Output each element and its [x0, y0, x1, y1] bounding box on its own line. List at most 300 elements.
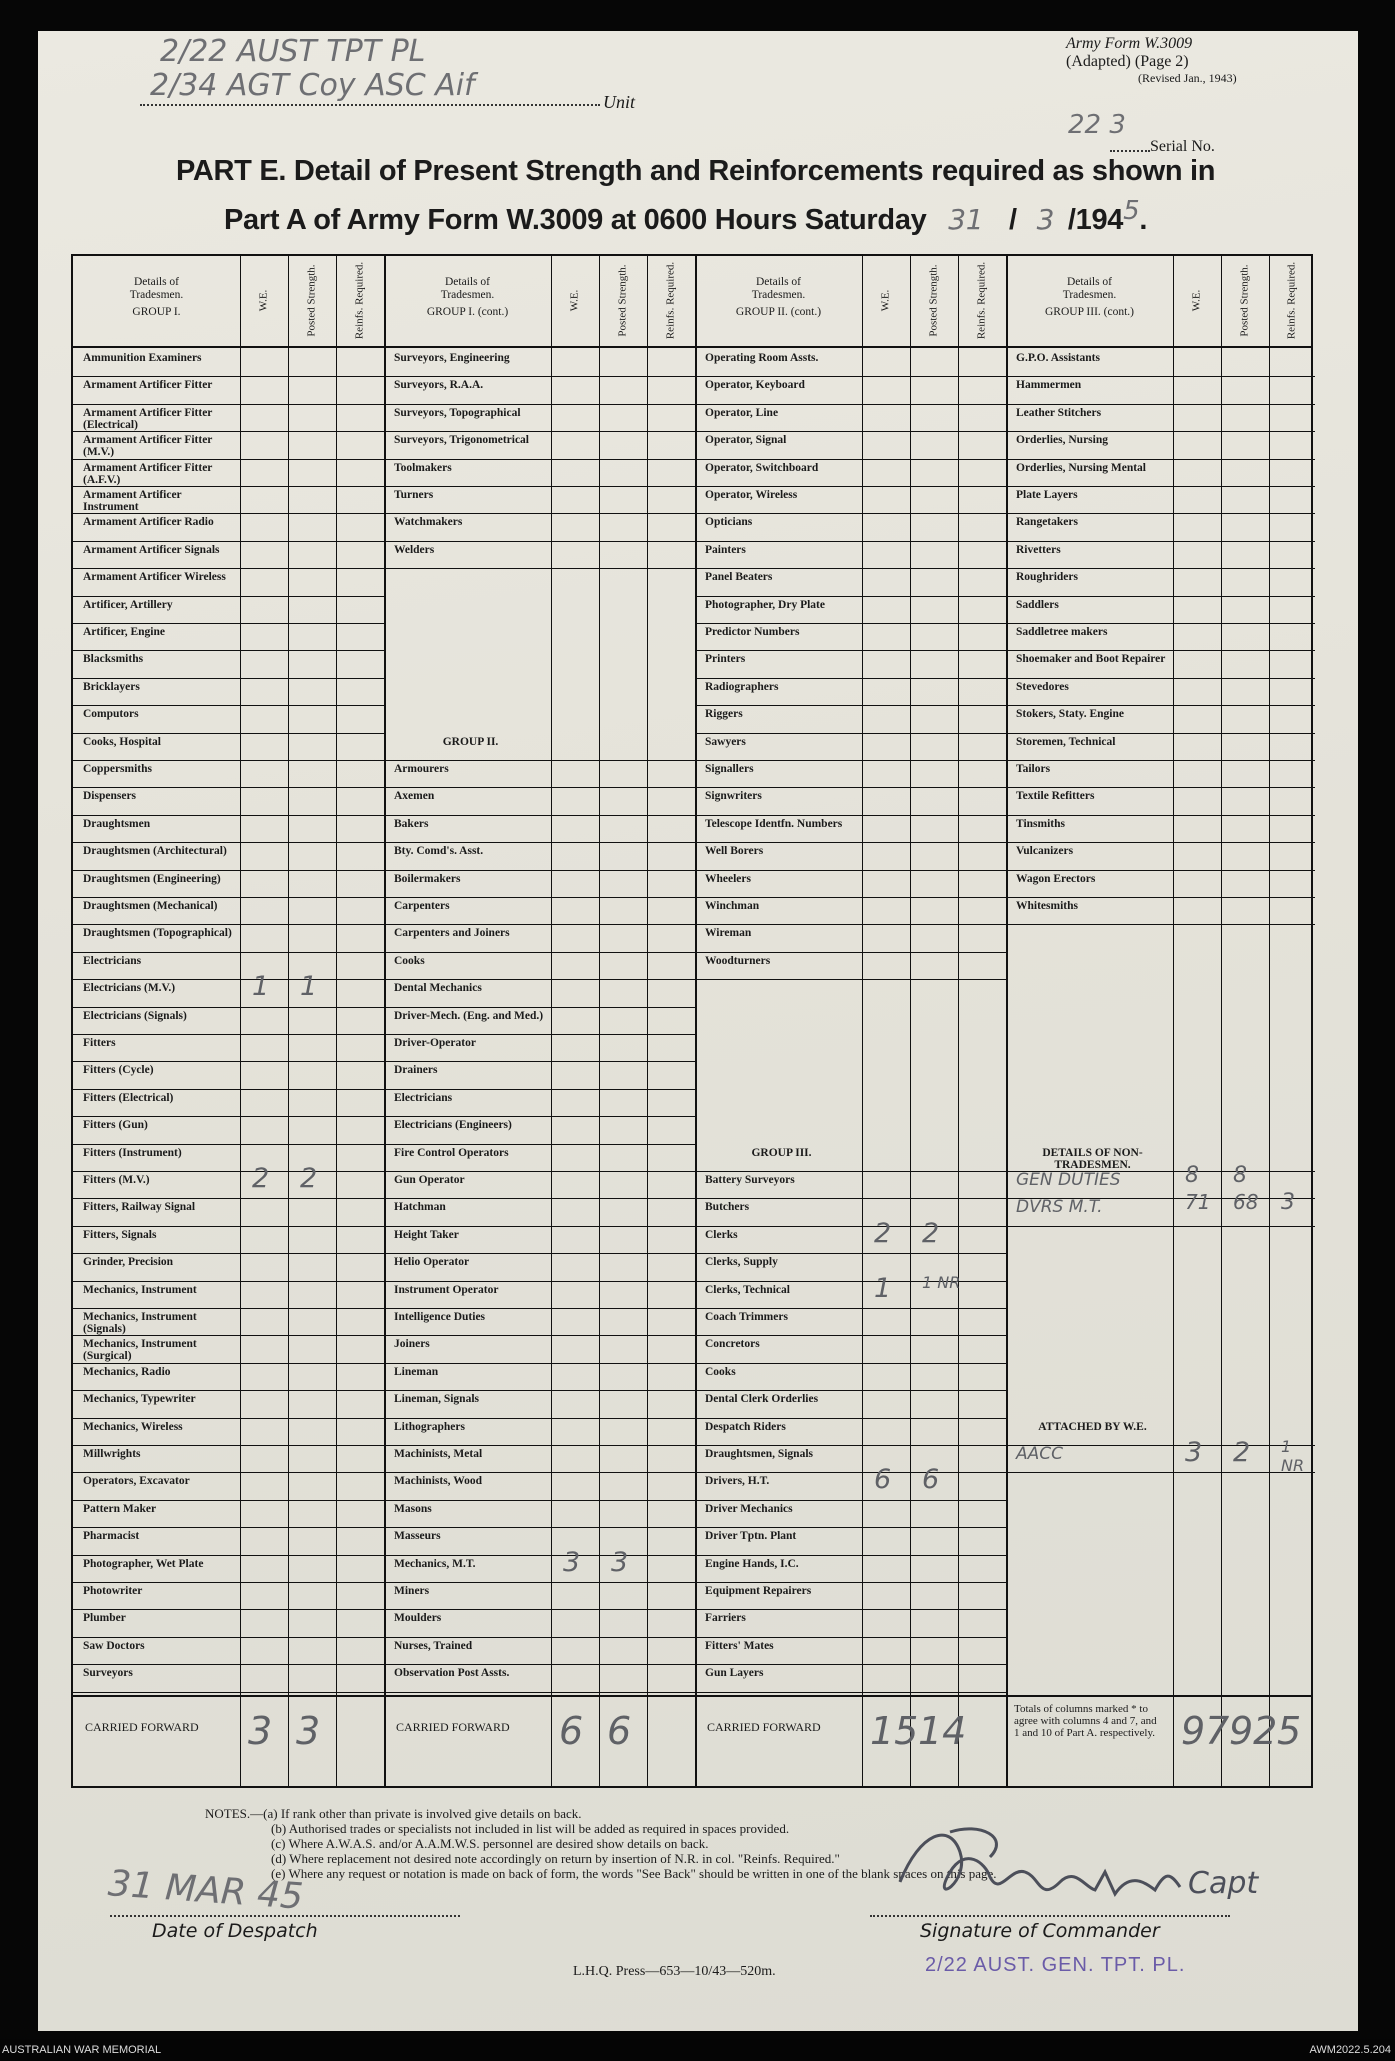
row-line	[384, 1472, 695, 1473]
form-name	[1066, 35, 1192, 53]
despatch-dotted-line	[110, 1915, 460, 1917]
row-line	[695, 1445, 1006, 1446]
trade-label: Welders	[394, 543, 435, 556]
trade-label: Operator, Keyboard	[705, 379, 805, 392]
date-end: .	[1139, 204, 1148, 236]
trade-label: Operator, Switchboard	[705, 461, 819, 474]
trade-label: Armament Artificer Instrument	[83, 489, 182, 513]
row-line	[695, 1418, 1006, 1419]
column-header-rotated: Posted Strength.	[927, 264, 940, 337]
trade-label: Hammermen	[1016, 379, 1082, 392]
trade-label: Surveyors	[83, 1667, 133, 1680]
trade-label: Operators, Excavator	[83, 1475, 190, 1488]
clerks-tech-posted: 1 NR	[922, 1272, 961, 1292]
archive-right-label: AWM2022.5.204	[1309, 2044, 1391, 2056]
details-header: Details of Tradesmen.	[751, 276, 806, 301]
trade-label: Masons	[394, 1502, 432, 1515]
trade-label: Armament Artificer Signals	[83, 543, 220, 556]
signature-of-commander-label: Signature of Commander	[920, 1920, 1160, 1942]
row-line	[384, 1253, 695, 1254]
row-line	[384, 1692, 695, 1693]
details-header: Details of Tradesmen.	[129, 276, 184, 301]
row-line	[695, 1472, 1006, 1473]
row-line	[695, 870, 1006, 871]
trade-label: Roughriders	[1016, 571, 1078, 584]
unit-stamp: 2/22 AUST. GEN. TPT. PL.	[925, 1954, 1186, 1976]
unit-dotted-line	[140, 104, 600, 106]
trade-label: Operating Room Assts.	[705, 352, 819, 364]
grand-reinfs: 5	[1277, 1708, 1302, 1753]
trade-label: Surveyors, Topographical	[394, 406, 521, 419]
row-line	[73, 1637, 384, 1638]
trade-label: Ammunition Examiners	[83, 352, 202, 364]
date-of-despatch-label: Date of Despatch	[152, 1920, 318, 1942]
column-header-details	[1006, 276, 1173, 319]
trade-label: Photographer, Wet Plate	[83, 1557, 204, 1570]
title-line-2-prefix: Part A of Army Form W.3009 at 0600 Hours Saturday	[224, 204, 927, 236]
trade-label: Instrument Operator	[394, 1283, 499, 1296]
trade-label: Fire Control Operators	[394, 1146, 509, 1159]
column-header-rotated: W.E.	[568, 289, 581, 312]
row-line	[384, 1144, 695, 1145]
row-line	[73, 486, 384, 487]
row-line	[695, 1363, 1006, 1364]
trade-label: Predictor Numbers	[705, 626, 800, 638]
trade-label: Lithographers	[394, 1420, 465, 1433]
fitters-mv-posted: 2	[300, 1163, 318, 1194]
trade-label: Fitters' Mates	[705, 1639, 774, 1652]
trade-label: Moulders	[394, 1612, 442, 1625]
trade-label: Electricians (Engineers)	[394, 1119, 512, 1132]
trade-label: Riggers	[705, 708, 743, 721]
trade-label: G.P.O. Assistants	[1016, 352, 1100, 364]
trade-label: Mechanics, Instrument (Surgical)	[83, 1338, 197, 1363]
row-line	[384, 1034, 695, 1035]
row-line	[384, 1500, 695, 1501]
row-line	[73, 760, 384, 761]
row-line	[695, 1198, 1006, 1199]
row-line	[695, 1390, 1006, 1391]
row-line	[73, 1335, 384, 1336]
trade-label: Millwrights	[83, 1448, 141, 1460]
trade-label: Mechanics, Wireless	[83, 1420, 183, 1433]
trade-label: Draughtsmen (Engineering)	[83, 872, 221, 885]
trade-label: Woodturners	[705, 954, 771, 967]
trade-label: Surveyors, Engineering	[394, 352, 510, 364]
trade-label: Armament Artificer Wireless	[83, 571, 226, 584]
group-header: GROUP II. (cont.)	[735, 306, 822, 318]
row-line	[384, 1281, 695, 1282]
trade-label: Intelligence Duties	[394, 1311, 486, 1323]
notes-label: NOTES.—	[205, 1806, 264, 1821]
row-line	[73, 815, 384, 816]
column-header-rotated: W.E.	[1190, 289, 1203, 312]
row-line	[384, 787, 695, 788]
fitters-mv-we: 2	[252, 1163, 270, 1194]
row-line	[384, 1609, 695, 1610]
row-line	[384, 1527, 695, 1528]
date-sep: /	[1009, 204, 1017, 236]
row-line	[384, 459, 695, 460]
row-line	[695, 1609, 1006, 1610]
cf2-posted: 6	[607, 1708, 632, 1753]
trade-label: Driver Mechanics	[705, 1502, 793, 1515]
trade-label: Artificer, Engine	[83, 626, 165, 638]
trade-label: Draughtsmen	[83, 817, 151, 830]
note-e: (e) Where any request or notation is made on back of form, the words "See Back" should be written in one of the blank spaces on this page.	[271, 1866, 997, 1881]
carried-forward-label: CARRIED FORWARD	[85, 1719, 199, 1734]
trade-label: Photographer, Dry Plate	[705, 598, 825, 611]
archive-bar	[0, 2039, 1395, 2061]
row-line	[73, 1171, 384, 1172]
row-line	[1006, 733, 1315, 734]
row-line	[73, 650, 384, 651]
strength-table	[71, 254, 1313, 1788]
row-line	[695, 760, 1006, 761]
column-header-details	[73, 276, 240, 319]
date-year-prefix: /194	[1067, 204, 1124, 236]
row-line	[1006, 486, 1315, 487]
row-line	[695, 979, 1006, 980]
trade-label: Pattern Maker	[83, 1502, 157, 1515]
row-line	[1006, 623, 1315, 624]
clerks-posted: 2	[922, 1217, 940, 1249]
row-line	[384, 815, 695, 816]
trade-label: Saw Doctors	[83, 1639, 145, 1652]
cf1-we: 3	[248, 1708, 273, 1753]
row-line	[695, 1171, 1006, 1172]
column-header-rotated: Reinfs. Required.	[353, 261, 366, 340]
press-line: L.H.Q. Press—653—10/43—520m.	[573, 1964, 776, 1979]
row-line	[695, 733, 1006, 734]
trade-label: Electricians	[83, 954, 142, 967]
trade-label: Fitters, Signals	[83, 1228, 157, 1241]
row-line	[695, 924, 1006, 925]
trade-label: Turners	[394, 489, 434, 501]
trade-label: Engine Hands, I.C.	[705, 1557, 799, 1570]
row-line	[73, 842, 384, 843]
column-header-rotated: Reinfs. Required.	[1285, 261, 1298, 340]
row-line	[1006, 568, 1315, 569]
trade-label: Battery Surveyors	[705, 1174, 795, 1186]
row-line	[73, 705, 384, 706]
title-line-1: PART E. Detail of Present Strength and Reinforcements required as shown in	[176, 155, 1216, 187]
row-line	[73, 1226, 384, 1227]
trade-label: Winchman	[705, 900, 760, 912]
unit-label: Unit	[603, 92, 636, 112]
trade-label: Axemen	[394, 790, 435, 803]
row-line	[1006, 376, 1315, 377]
trade-label: Armament Artificer Radio	[83, 516, 214, 529]
row-line	[384, 1061, 695, 1062]
row-line	[695, 1226, 1006, 1227]
trade-label: Plate Layers	[1016, 489, 1078, 501]
trade-label: Boilermakers	[394, 872, 461, 885]
trade-label: Armament Artificer Fitter	[83, 379, 213, 392]
trade-label: Lineman, Signals	[394, 1393, 479, 1406]
row-line	[73, 568, 384, 569]
row-line	[1006, 513, 1315, 514]
form-name-text: Army Form W.3009	[1066, 35, 1193, 52]
row-line	[384, 1418, 695, 1419]
trade-label: Armament Artificer Fitter (A.F.V.)	[83, 461, 213, 486]
carried-forward-label: CARRIED FORWARD	[396, 1719, 510, 1734]
trade-label: Fitters, Railway Signal	[83, 1201, 196, 1214]
trade-label: Bty. Comd's. Asst.	[394, 845, 484, 858]
trade-label: Mechanics, Instrument	[83, 1283, 197, 1296]
row-line	[1006, 760, 1315, 761]
trade-label: Operator, Line	[705, 406, 779, 419]
trade-label: Height Taker	[394, 1228, 459, 1241]
column-header-rotated: Posted Strength.	[1238, 264, 1251, 337]
trade-label: Grinder, Precision	[83, 1256, 174, 1269]
trade-label: Toolmakers	[394, 461, 452, 474]
column-header-rotated: Posted Strength.	[616, 264, 629, 337]
trade-label: Armament Artificer Fitter (M.V.)	[83, 434, 213, 459]
column-header-details	[384, 276, 551, 319]
details-header: Details of Tradesmen.	[1062, 276, 1117, 301]
row-line	[73, 1116, 384, 1117]
row-line	[695, 842, 1006, 843]
row-line	[73, 1609, 384, 1610]
row-line	[73, 952, 384, 953]
row-line	[695, 1692, 1006, 1693]
dvrs-mt-reinfs: 3	[1281, 1190, 1295, 1216]
clerks-we: 2	[874, 1217, 892, 1249]
trade-label: Driver Tptn. Plant	[705, 1530, 797, 1543]
trade-label: Signwriters	[705, 790, 762, 803]
row-line	[384, 541, 695, 542]
row-line	[73, 541, 384, 542]
trade-label: GEN DUTIES	[1016, 1170, 1121, 1190]
trade-label: Well Borers	[705, 845, 764, 858]
row-line	[73, 1308, 384, 1309]
row-line	[695, 376, 1006, 377]
trade-label: Electricians (M.V.)	[83, 982, 176, 995]
trade-label: Dental Mechanics	[394, 982, 482, 995]
row-line	[695, 1555, 1006, 1556]
trade-label: Wireman	[705, 927, 752, 940]
date-month: 3	[1036, 203, 1055, 236]
row-line	[73, 513, 384, 514]
row-line	[695, 568, 1006, 569]
row-line	[695, 596, 1006, 597]
date-year-digit: 5	[1123, 196, 1140, 226]
totals-divider	[73, 1695, 1311, 1697]
row-line	[73, 1692, 384, 1693]
trade-label: Dental Clerk Orderlies	[705, 1393, 819, 1406]
clerks-tech-we: 1	[874, 1272, 892, 1304]
row-line	[384, 1308, 695, 1309]
note-b: (b) Authorised trades or specialists not included in list will be added as required in spaces provided.	[271, 1821, 790, 1836]
trade-label: Machinists, Metal	[394, 1448, 483, 1460]
row-line	[1006, 459, 1315, 460]
row-line	[1006, 842, 1315, 843]
row-line	[73, 1500, 384, 1501]
row-line	[1006, 897, 1315, 898]
trade-label: Painters	[705, 543, 746, 556]
trade-label: Operator, Signal	[705, 434, 787, 447]
trade-label: Mechanics, Typewriter	[83, 1393, 196, 1406]
trade-label: Watchmakers	[394, 516, 463, 529]
row-line	[695, 678, 1006, 679]
trade-label: Wagon Erectors	[1016, 872, 1096, 885]
archive-left-label: AUSTRALIAN WAR MEMORIAL	[2, 2044, 162, 2056]
trade-label: Pharmacist	[83, 1530, 140, 1543]
trade-label: Printers	[705, 653, 746, 666]
trade-label: Despatch Riders	[705, 1420, 786, 1433]
row-line	[384, 1637, 695, 1638]
trade-label: Operator, Wireless	[705, 489, 798, 501]
row-line	[384, 1555, 695, 1556]
row-line	[1006, 705, 1315, 706]
details-header: Details of Tradesmen.	[440, 276, 495, 301]
serial-label: Serial No.	[1150, 138, 1215, 155]
grand-we: 97	[1181, 1708, 1230, 1753]
row-line	[73, 1281, 384, 1282]
row-line	[73, 376, 384, 377]
row-line	[695, 650, 1006, 651]
row-line	[384, 1198, 695, 1199]
row-line	[73, 1061, 384, 1062]
row-line	[73, 1472, 384, 1473]
row-line	[695, 1527, 1006, 1528]
row-line	[695, 787, 1006, 788]
row-line	[73, 1527, 384, 1528]
trade-label: Storemen, Technical	[1016, 735, 1116, 748]
row-line	[384, 1335, 695, 1336]
row-line	[384, 1664, 695, 1665]
trade-label: GROUP III.	[751, 1146, 812, 1159]
trade-label: Rangetakers	[1016, 516, 1078, 529]
header-divider	[73, 346, 1311, 348]
row-line	[695, 952, 1006, 953]
trade-label: Fitters (Gun)	[83, 1119, 148, 1132]
aacc-posted: 2	[1233, 1437, 1251, 1468]
trade-label: AACC	[1016, 1444, 1063, 1464]
trade-label: Farriers	[705, 1612, 746, 1625]
form-revised: (Revised Jan., 1943)	[1138, 71, 1237, 85]
trade-label: Surveyors, R.A.A.	[394, 379, 484, 392]
row-line	[384, 1445, 695, 1446]
title-line-2	[224, 196, 1148, 237]
column-header-rotated: Posted Strength.	[305, 264, 318, 337]
row-line	[695, 513, 1006, 514]
row-line	[384, 1089, 695, 1090]
cf2-we: 6	[559, 1708, 584, 1753]
row-line	[73, 459, 384, 460]
trade-label: GROUP II.	[442, 735, 499, 748]
row-line	[73, 979, 384, 980]
trade-label: Saddletree makers	[1016, 626, 1108, 638]
row-line	[1006, 1226, 1315, 1227]
trade-label: Equipment Repairers	[705, 1585, 812, 1597]
trade-label: Plumber	[83, 1612, 126, 1625]
row-line	[1006, 815, 1315, 816]
cf3-posted: 14	[918, 1708, 967, 1753]
row-line	[73, 733, 384, 734]
trade-label: Armourers	[394, 763, 449, 775]
group-header: GROUP III. (cont.)	[1044, 306, 1134, 318]
trade-label: Tinsmiths	[1016, 817, 1066, 830]
trade-label: Nurses, Trained	[394, 1639, 473, 1652]
trade-label: Cooks	[705, 1365, 736, 1378]
trade-label: Bakers	[394, 817, 429, 830]
trade-label: Carpenters	[394, 900, 450, 912]
trade-label: Cooks, Hospital	[83, 735, 161, 748]
note-d: (d) Where replacement not desired note accordingly on return by insertion of N.R. in col. "Reinfs. Required."	[271, 1851, 840, 1866]
gen-duties-we: 8	[1185, 1163, 1199, 1188]
date-day: 31	[948, 203, 984, 236]
row-line	[384, 431, 695, 432]
trade-label: Lineman	[394, 1365, 439, 1378]
aacc-we: 3	[1185, 1437, 1203, 1468]
trade-label: Whitesmiths	[1016, 900, 1078, 912]
trade-label: DETAILS OF NON-TRADESMEN.	[1042, 1146, 1143, 1171]
row-line	[695, 1335, 1006, 1336]
drivers-ht-posted: 6	[922, 1464, 940, 1496]
trade-label: Rivetters	[1016, 543, 1061, 556]
column-header-rotated: W.E.	[879, 289, 892, 312]
row-line	[1006, 787, 1315, 788]
row-line	[73, 1253, 384, 1254]
row-line	[695, 1500, 1006, 1501]
trade-label: Opticians	[705, 516, 753, 529]
row-line	[73, 1363, 384, 1364]
row-line	[695, 459, 1006, 460]
trade-label: Mechanics, Radio	[83, 1365, 171, 1378]
row-line	[695, 705, 1006, 706]
row-line	[73, 1445, 384, 1446]
trade-label: Electricians	[394, 1091, 453, 1104]
trade-label: Concretors	[705, 1338, 760, 1351]
row-line	[695, 1253, 1006, 1254]
row-line	[1006, 678, 1315, 679]
elec-mv-we: 1	[252, 971, 270, 1003]
aacc-reinfs: 1 NR	[1281, 1437, 1305, 1475]
trade-label: Machinists, Wood	[394, 1475, 482, 1488]
row-line	[384, 376, 695, 377]
mech-mt-posted: 3	[611, 1546, 629, 1578]
trade-label: Telescope Identfn. Numbers	[705, 817, 843, 830]
row-line	[384, 1363, 695, 1364]
gen-duties-posted: 8	[1233, 1163, 1247, 1188]
trade-label: Miners	[394, 1585, 430, 1597]
row-line	[695, 431, 1006, 432]
row-line	[384, 897, 695, 898]
signature-dotted-line	[870, 1915, 1230, 1917]
unit-handwritten-1: 2/22 AUST TPT PL	[160, 34, 426, 69]
row-line	[73, 1089, 384, 1090]
row-line	[384, 842, 695, 843]
trade-label: Coach Trimmers	[705, 1311, 788, 1323]
trade-label: Hatchman	[394, 1201, 446, 1214]
row-line	[384, 1582, 695, 1583]
trade-label: Fitters (Instrument)	[83, 1146, 182, 1159]
trade-label: Photowriter	[83, 1585, 143, 1597]
row-line	[73, 596, 384, 597]
trade-label: Observation Post Assts.	[394, 1667, 510, 1680]
row-line	[384, 568, 695, 569]
row-line	[695, 541, 1006, 542]
row-line	[73, 404, 384, 405]
trade-label: Shoemaker and Boot Repairer	[1016, 653, 1166, 666]
trade-label: Dispensers	[83, 790, 137, 803]
trade-label: Signallers	[705, 763, 754, 775]
signature-rank: Capt	[1188, 1866, 1259, 1901]
trade-label: Panel Beaters	[705, 571, 773, 584]
dvrs-mt-posted: 68	[1233, 1190, 1259, 1215]
